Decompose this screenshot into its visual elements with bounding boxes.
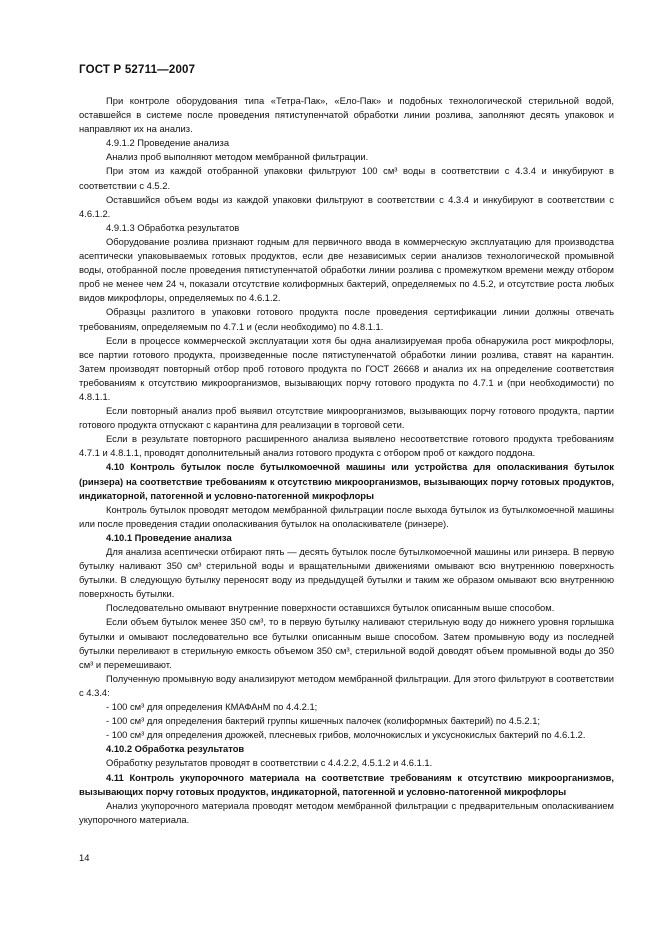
- paragraph: При контроле оборудования типа «Тетра-Пак», «Ело-Пак» и подобных технологической стерильной водой, оставшейся в системе после проведения пятиступенчатой обработки линии розлива, заполняют десять упаковок и направляют их на анализ.: [79, 95, 614, 135]
- standard-header: ГОСТ Р 52711—2007: [79, 64, 196, 76]
- page-number: 14: [79, 852, 90, 863]
- paragraph: Если повторный анализ проб выявил отсутствие микроорганизмов, вызывающих порчу готового продукта, партии готового продукта отпускают с карантина для реализации в торговой сети.: [79, 405, 614, 431]
- paragraph: Если в процессе коммерческой эксплуатации хотя бы одна анализируемая проба обнаружила рост микрофлоры, все партии готового продукта, произведенные после пятиступенчатой обработки линии розлива, ставят на карантин. Затем производят повторный отбор проб готового продукта по ГОСТ 26668 и анализ их на определение соответствия требованиям к отсутствию микроорганизмов, вызывающих порчу готового продукта по 4.7.1 и (при необходимости) по 4.8.1.1.: [79, 334, 614, 402]
- paragraph: Обработку результатов проводят в соответствии с 4.4.2.2, 4.5.1.2 и 4.6.1.1.: [106, 757, 433, 769]
- paragraph: Если объем бутылок менее 350 см³, то в первую бутылку наливают стерильную воду до нижнего уровня горлышка бутылки и омывают последовательно все бутылки описанным выше способом. Затем промывную воду из последней бутылки переливают в стерильную емкость объемом 350 см³, стерильной водой доводят объем промывной воды до 350 см³ и перемешивают.: [79, 616, 614, 670]
- paragraph: Последовательно омывают внутренние поверхности оставшихся бутылок описанным выше способом.: [106, 602, 555, 614]
- paragraph: Образцы разлитого в упаковки готового продукта после проведения сертификации линии должны отвечать требованиям, определяемым по 4.7.1 и (если необходимо) по 4.8.1.1.: [79, 306, 614, 332]
- paragraph: Оборудование розлива признают годным для первичного ввода в коммерческую эксплуатацию для производства асептически упаковываемых готовых продуктов, если две независимых серии анализов технологической промывной воды, отобранной после проведения пятиступенчатой обработки линии розлива с промежутком времени между отбором проб не менее чем 24 ч, показали отсутствие колиформных бактерий, определяемых по 4.5.2, и отсутствие роста любых видов микрофлоры, определяемых по 4.6.1.2.: [79, 235, 614, 304]
- section-heading-4-10-1: 4.10.1 Проведение анализа: [106, 531, 232, 543]
- section-heading: 4.9.1.3 Обработка результатов: [106, 221, 240, 233]
- paragraph: Анализ проб выполняют методом мембранной фильтрации.: [106, 151, 369, 163]
- paragraph: Оставшийся объем воды из каждой упаковки фильтруют в соответствии с 4.3.4 и инкубируют в соответствии с 4.6.1.2.: [79, 193, 614, 219]
- paragraph: Контроль бутылок проводят методом мембранной фильтрации после выхода бутылок из бутылкомоечной машины или после проведения стадии ополаскивания бутылок на ополаскивателе (ринзере).: [79, 503, 614, 529]
- section-heading-4-10-2: 4.10.2 Обработка результатов: [106, 743, 245, 755]
- section-heading-4-11: 4.11 Контроль укупорочного материала на соответствие требованиям к отсутствию микроорганизмов, вызывающих порчу готовых продуктов, индикаторной, патогенной и условно-патогенной микрофлоры: [79, 771, 614, 797]
- paragraph: Для анализа асептически отбирают пять — десять бутылок после бутылкомоечной машины или ринзера. В первую бутылку наливают 350 см³ стерильной воды и вращательными движениями омывают всю внутреннюю поверхность бутылки. В следующую бутылку переносят воду из предыдущей бутылки и таким же образом омывают всю внутреннюю поверхность бутылки.: [79, 546, 614, 600]
- paragraph: При этом из каждой отобранной упаковки фильтруют 100 см³ воды в соответствии с 4.3.4 и инкубируют в соответствии с 4.5.2.: [79, 165, 614, 191]
- list-item: - 100 см³ для определения дрожжей, плесневых грибов, молочнокислых и уксуснокислых бактерий по 4.6.1.2.: [106, 729, 586, 741]
- paragraph: Если в результате повторного расширенного анализа выявлено несоответствие готового продукта требованиям 4.7.1 и 4.8.1.1, проводят дополнительный анализ готового продукта с отбором проб от каждого поддона.: [79, 433, 614, 459]
- paragraph: Полученную промывную воду анализируют методом мембранной фильтрации. Для этого фильтруют в соответствии с 4.3.4:: [79, 672, 614, 698]
- section-heading-4-10: 4.10 Контроль бутылок после бутылкомоечной машины или устройства для ополаскивания бутылок (ринзера) на соответствие требованиям к отсутствию микроорганизмов, вызывающих порчу готовых продуктов, индикаторной, патогенной и условно-патогенной микрофлоры: [79, 461, 614, 501]
- list-item: - 100 см³ для определения КМАФАнМ по 4.4.2.1;: [106, 701, 318, 713]
- section-heading: 4.9.1.2 Проведение анализа: [106, 137, 230, 149]
- document-body: [79, 94, 614, 827]
- paragraph: Анализ укупорочного материала проводят методом мембранной фильтрации с предварительным ополаскиванием укупорочного материала.: [79, 799, 614, 825]
- list-item: - 100 см³ для определения бактерий группы кишечных палочек (колиформных бактерий) по 4.5.2.1;: [106, 715, 541, 727]
